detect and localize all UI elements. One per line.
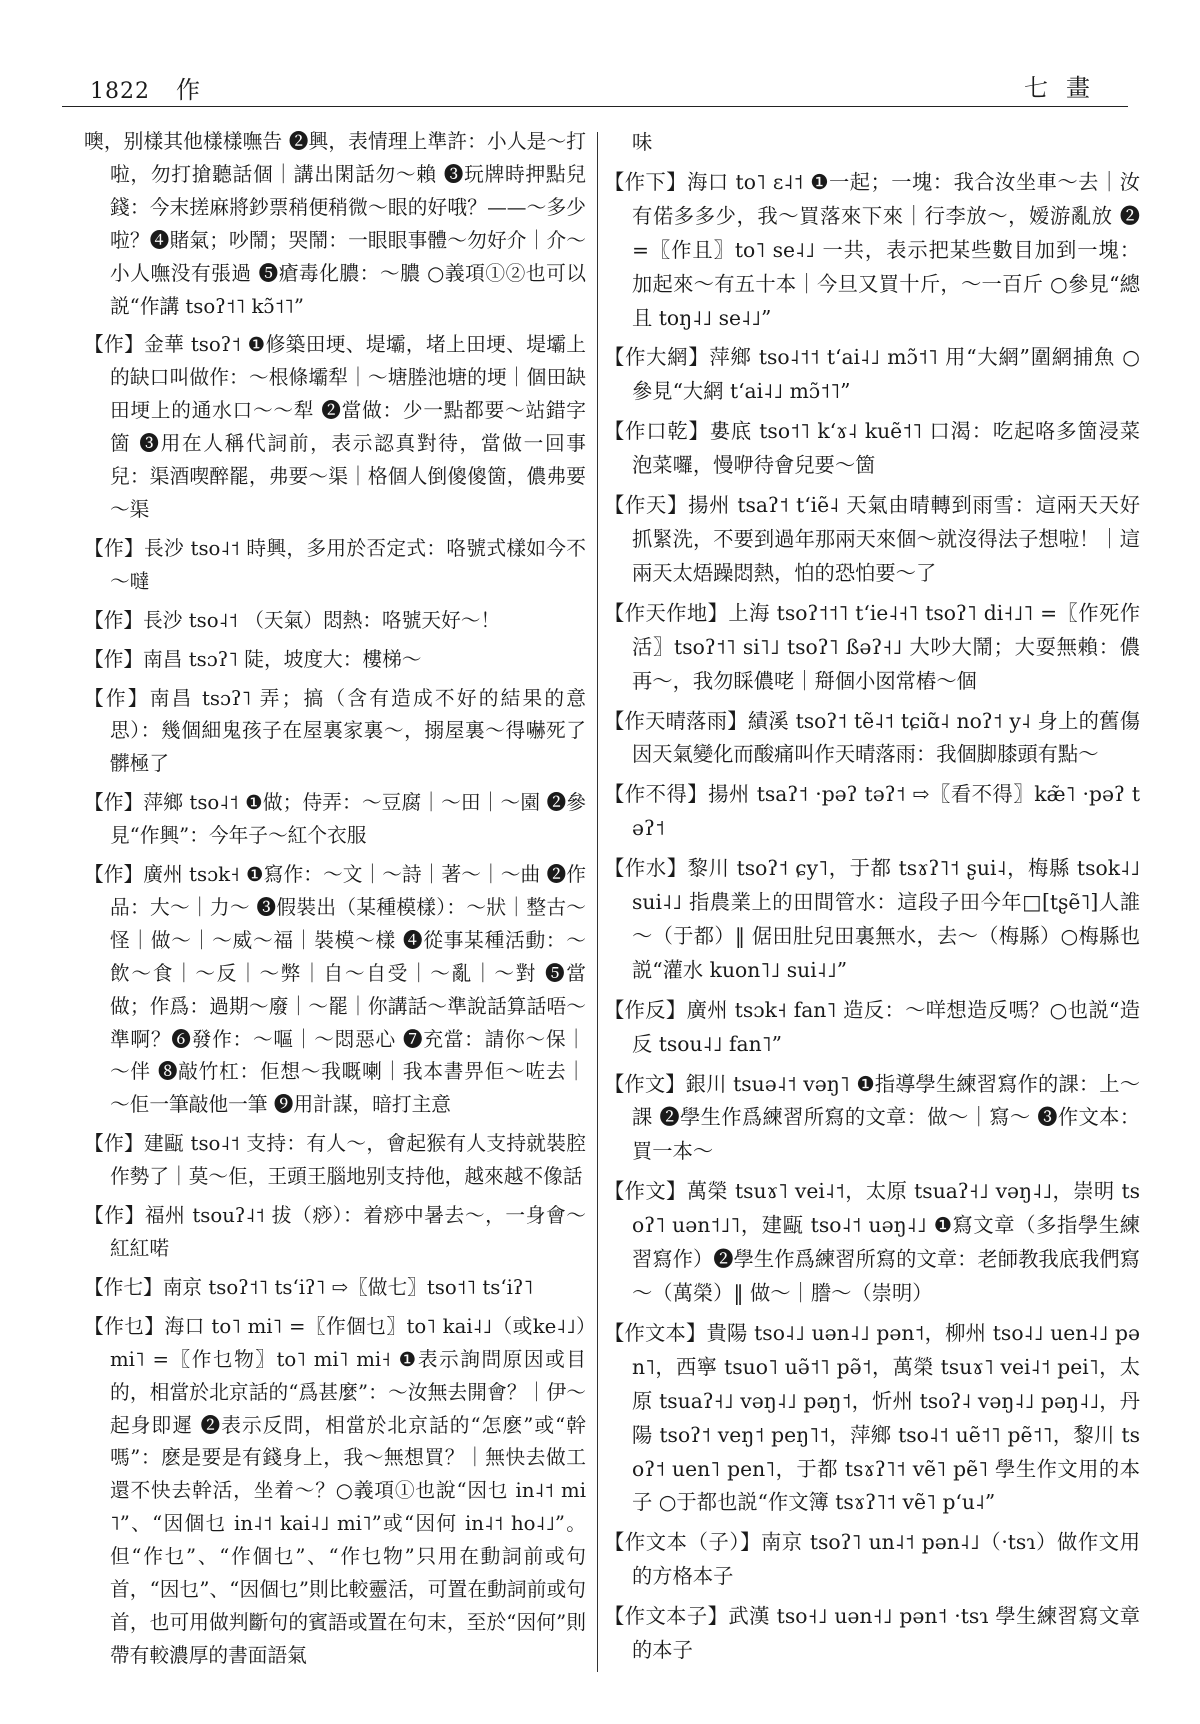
dictionary-entry: 【作文】萬榮 tsuɤ˥ vei˨˦，太原 tsuaʔ˧˩ vəŋ˨˩，崇明 tsoʔ˥ uən˦˩˥，建甌 tso˨˦ uəŋ˨˩ ❶寫文章（多指學生練習寫作）❷學生作爲練習所寫的文章：老師教我底我們寫～（萬榮）‖ 做～｜謄～（崇明） bbox=[604, 1179, 1140, 1305]
dictionary-entry: 【作】長沙 tso˨˦ （天氣）悶熱：咯號天好～！ bbox=[84, 608, 501, 632]
dictionary-entry: 【作】萍鄉 tso˨˦ ❶做；侍弄：～豆腐｜～田｜～園 ❷參見“作興”：今年子～紅个衣服 bbox=[84, 791, 586, 848]
right-column bbox=[604, 126, 1140, 1674]
dictionary-entry: 【作】廣州 tsɔk˧ ❶寫作：～文｜～詩｜著～｜～曲 ❷作品：大～｜力～ ❸假裝出（某種模樣）：～狀｜整古～怪｜做～｜～威～福｜裝模～樣 ❹從事某種活動：～飲～食｜～反｜～弊｜自～自受｜～亂｜～對 ❺當做；作爲：過期～廢｜～罷｜你講話～準說話算話唔～準啊？❻發作：～嘔｜～悶惡心 ❼充當：請你～保｜～伴 ❽敲竹杠：佢想～我嘅喇｜我本書畀佢～咗去｜～佢一筆敲他一筆 ❾用計謀，暗打主意 bbox=[84, 863, 586, 1117]
dictionary-entry: 【作】建甌 tso˨˦ 支持：有人～，會起猴有人支持就裝腔作勢了｜莫～佢，王頭王腦地别支持他，越來越不像話 bbox=[84, 1132, 586, 1189]
dictionary-entry: 【作反】廣州 tsɔk˧ fan˥ 造反：～咩想造反嗎？○也説“造反 tsou˨˩ fan˥” bbox=[604, 997, 1140, 1056]
dictionary-entry: 【作】福州 tsouʔ˨˦ 拔（痧）：着痧中暑去～，一身會～紅紅喏 bbox=[84, 1204, 586, 1260]
dictionary-entry: 【作下】海口 to˥ ɛ˨˦ ❶一起；一塊：我合汝坐車～去｜汝有偌多多少，我～買落來下來｜行李放～，嫒游亂放 ❷=〖作且〗to˥ se˨˩ 一共，表示把某些數目加到一塊：加起來～有五十本｜今旦又買十斤，～一百斤 ○參見“總且 toŋ˨˩ se˨˩” bbox=[604, 169, 1140, 330]
dictionary-entry: 【作大網】萍鄉 tso˨˦˦ tʻai˨˩ mɔ̃˦˥ 用“大網”圍網捕魚 ○參見“大網 tʻai˨˩ mɔ̃˦˥” bbox=[604, 345, 1140, 404]
column-divider bbox=[597, 132, 598, 1672]
left-column bbox=[84, 126, 586, 1679]
dictionary-entry: 【作天作地】上海 tsoʔ˦˦˥ tʻie˨˧˥ tsoʔ˥ di˧˩˥ =〖作死作活〗tsoʔ˦˥ si˥˩ tsoʔ˥ ßəʔ˧˩ 大吵大鬧；大耍無賴：儂再～，我勿睬儂咾｜搿個小囡常樁～個 bbox=[604, 600, 1140, 693]
dictionary-entry: 【作文本子】武漢 tso˧˩ uən˧˩ pən˦ ·tsɿ 學生練習寫文章的本子 bbox=[604, 1604, 1140, 1663]
dictionary-entry: 【作文本（子）】南京 tsoʔ˥ un˨˦ pən˨˩（·tsɿ）做作文用的方格本子 bbox=[604, 1530, 1140, 1589]
header-left bbox=[90, 70, 201, 105]
dictionary-entry: 味 bbox=[632, 130, 653, 154]
dictionary-entry: 噢，别樣其他樣樣嘸告 ❷興，表情理上準許：小人是～打啦，勿打搶聽話個｜講出閑話勿～賴 ❸玩牌時押點兒錢：今末搓麻將鈔票稍便稍微～眼的好哦？——～多少啦？❹賭氣；吵鬧；哭鬧：一眼眼事體～勿好介｜介～小人嘸没有張過 ❺瘡毒化膿：～膿 ○義項①②也可以説“作講 tsoʔ˦˥ kɔ̃˦˥” bbox=[84, 130, 586, 318]
dictionary-entry: 【作不得】揚州 tsaʔ˦ ·pəʔ təʔ˦ ⇨〖看不得〗kæ̃˥ ·pəʔ təʔ˦ bbox=[604, 782, 1140, 841]
dictionary-entry: 【作口乾】婁底 tso˦˥ kʻɤ˨ kuẽ˦˥ 口渴：吃起咯多箇浸菜泡菜囉，慢咿待會兒要～箇 bbox=[604, 419, 1140, 478]
dictionary-entry: 【作】金華 tsoʔ˦ ❶修築田埂、堤壩，堵上田埂、堤壩上的缺口叫做作：～根條壩犁｜～塘塍池塘的埂｜個田缺田埂上的通水口～～犁 ❷當做：少一點都要～站錯字箇 ❸用在人稱代詞前，表示認真對待，當做一回事兒：渠酒喫醉罷，弗要～渠｜格個人倒傻傻箇，儂弗要～渠 bbox=[84, 333, 586, 521]
dictionary-entry: 【作乜】海口 to˥ mi˥ =〖作個乜〗to˥ kai˨˩（或ke˨˩）mi˥ =〖作乜物〗to˥ mi˥ mi˧ ❶表示詢問原因或目的，相當於北京話的“爲甚麼”：～汝無去開會？｜伊～起身即遲 ❷表示反問，相當於北京話的“怎麽”或“幹嗎”：麽是要是有錢身上，我～無想買？｜無快去做工還不快去幹活，坐着～？○義項①也說“因乜 in˨˦ mi˥”、“因個乜 in˨˦ kai˨˩ mi˥”或“因何 in˨˦ ho˨˩”。但“作乜”、“作個乜”、“作乜物”只用在動詞前或句首，“因乜”、“因個乜”則比較靈活，可置在動詞前或句首，也可用做判斷句的賓語或置在句末，至於“因何”則帶有較濃厚的書面語氣 bbox=[84, 1314, 586, 1667]
dictionary-entry: 【作文】銀川 tsuə˨˦ vəŋ˥ ❶指導學生練習寫作的課：上～課 ❷學生作爲練習所寫的文章：做～｜寫～ ❸作文本：買一本～ bbox=[604, 1071, 1140, 1164]
dictionary-entry: 【作七】南京 tsoʔ˦˥ tsʻiʔ˥ ⇨〖做七〗tso˦˥ tsʻiʔ˥ bbox=[84, 1275, 534, 1299]
dictionary-entry: 【作】南昌 tsɔʔ˥ 陡，坡度大：樓梯～ bbox=[84, 647, 422, 671]
dictionary-entry: 【作】南昌 tsɔʔ˥ 弄；搞（含有造成不好的結果的意思）：幾個細鬼孩子在屋裏家裏～，搦屋裏～得嚇死了髒極了 bbox=[84, 686, 586, 776]
dictionary-entry: 【作文本】貴陽 tso˨˩ uən˨˩ pən˦，柳州 tso˨˩ uen˨˩ pən˥，西寧 tsuo˥ uə̃˦˥ pə̃˦，萬榮 tsuɤ˥ vei˨˦ pei˥，太原 tsuaʔ˧˩ vəŋ˨˩ pəŋ˦，忻州 tsoʔ˨ vəŋ˨˩ pəŋ˨˩，丹陽 tsoʔ˦ veŋ˦ peŋ˥˦，萍鄉 tso˨˦ uẽ˦˥ pẽ˦˥，黎川 tsoʔ˦ uen˥ pen˥，于都 tsɤʔ˥˦ vẽ˥ pẽ˥ 學生作文用的本子 ○于都也説“作文簿 tsɤʔ˥˦ vẽ˥ pʻu˨” bbox=[604, 1320, 1140, 1515]
dictionary-entry: 【作天晴落雨】績溪 tsoʔ˦ tẽ˨˦ tɕiɑ̃˨ noʔ˦ y˨ 身上的舊傷因天氣變化而酸痛叫作天晴落雨：我個脚膝頭有點～ bbox=[604, 708, 1140, 767]
dictionary-entry: 【作】長沙 tso˨˦ 時興，多用於否定式：咯號式樣如今不～噠 bbox=[84, 536, 586, 593]
page-header bbox=[62, 66, 1128, 107]
dictionary-entry: 【作天】揚州 tsaʔ˦ tʻiẽ˨ 天氣由晴轉到雨雪：這兩天天好抓緊洗，不要到過年那兩天來個～就沒得法子想啦！｜這兩天太焐躁悶熱，怕的恐怕要～了 bbox=[604, 493, 1140, 585]
head-character: 作 bbox=[176, 76, 201, 104]
section-title: 七畫 bbox=[1024, 74, 1108, 102]
page-number: 1822 bbox=[90, 79, 150, 104]
dictionary-entry: 【作水】黎川 tsoʔ˦ ɕy˥，于都 tsɤʔ˥˦ ʂui˨，梅縣 tsok˨˩ sui˨˩ 指農業上的田間管水：這段子田今年□[tʂẽ˥]人誰～（于都）‖ 倨田肚兒田裏無水，去～（梅縣）○梅縣也説“灌水 kuon˥˩ sui˨˩” bbox=[604, 856, 1140, 982]
